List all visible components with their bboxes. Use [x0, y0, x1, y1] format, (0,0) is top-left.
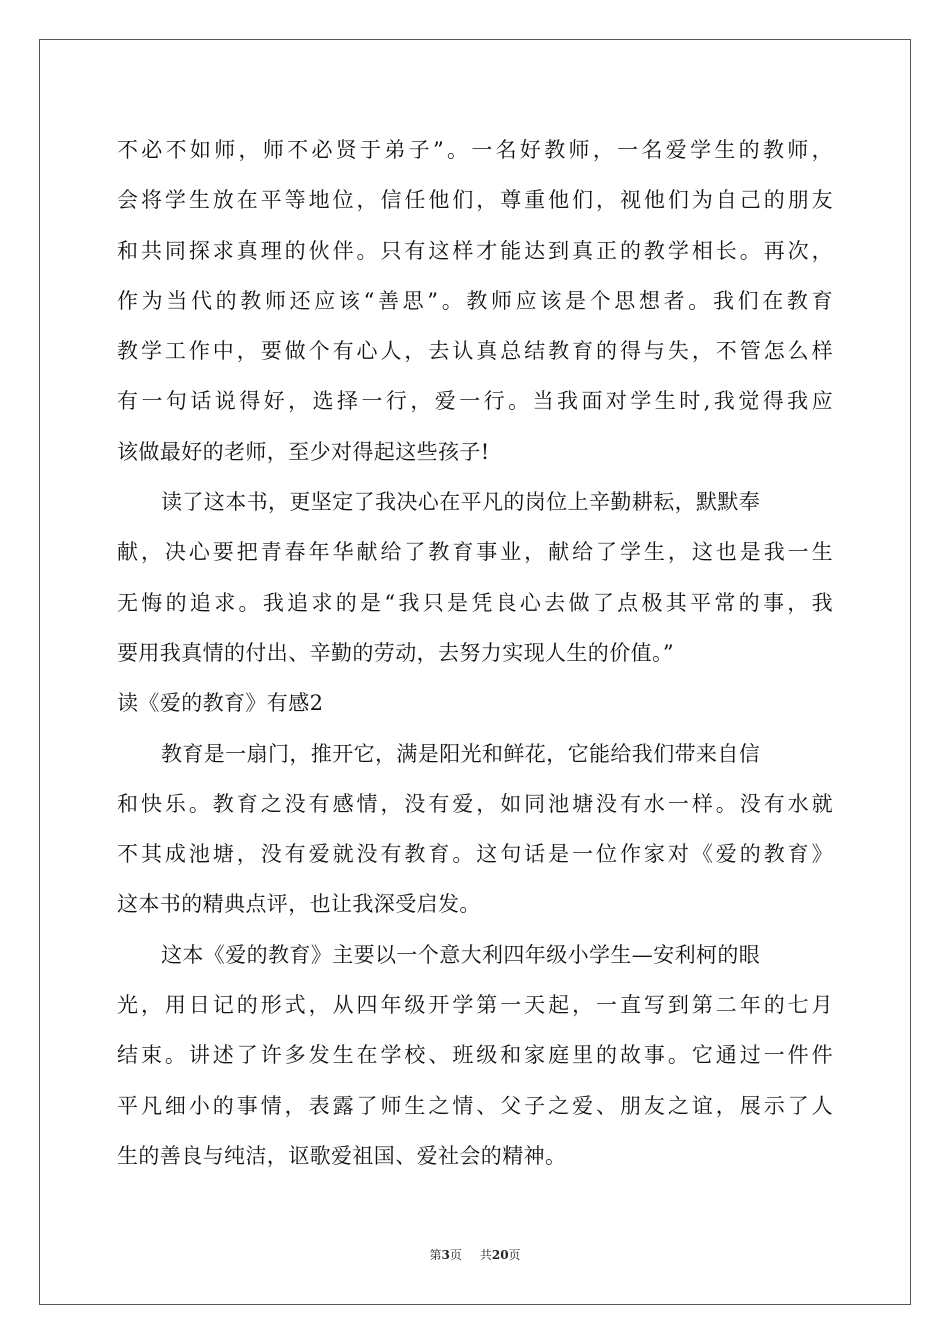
- text-line: 教育是一扇门，推开它，满是阳光和鲜花，它能给我们带来自信: [161, 741, 761, 766]
- text-line: 光，用日记的形式，从四年级开学第一天起，一直写到第二年的七月: [117, 993, 833, 1018]
- text-line: 不其成池塘，没有爱就没有教育。这句话是一位作家对《爱的教育》: [117, 842, 833, 867]
- text-line: 无悔的追求。我追求的是“我只是凭良心去做了点极其平常的事，我: [117, 590, 833, 615]
- text-line: 读了这本书，更坚定了我决心在平凡的岗位上辛勤耕耘，默默奉: [161, 490, 761, 515]
- text-line: 要用我真情的付出、辛勤的劳动，去努力实现人生的价值。”: [117, 640, 675, 665]
- text-line: 会将学生放在平等地位，信任他们，尊重他们，视他们为自己的朋友: [117, 188, 833, 213]
- text-line: 平凡细小的事情，表露了师生之情、父子之爱、朋友之谊，展示了人: [117, 1093, 833, 1118]
- section-heading: 读《爱的教育》有感2: [117, 691, 324, 716]
- text-line: 和快乐。教育之没有感情，没有爱，如同池塘没有水一样。没有水就: [117, 791, 833, 816]
- total-label-prefix: 共: [479, 1248, 492, 1262]
- text-line: 生的善良与纯洁，讴歌爱祖国、爱社会的精神。: [117, 1143, 567, 1168]
- text-line: 献，决心要把青春年华献给了教育事业，献给了学生，这也是我一生: [117, 540, 833, 565]
- page-footer: [0, 1246, 950, 1263]
- document-body: [117, 125, 833, 1181]
- total-label-suffix: 页: [508, 1248, 521, 1262]
- page-label-suffix: 页: [449, 1248, 462, 1262]
- text-line: 有一句话说得好，选择一行，爱一行。当我面对学生时,我觉得我应: [117, 389, 833, 414]
- total-page-count: 20: [491, 1248, 509, 1262]
- text-line: 这本《爱的教育》主要以一个意大利四年级小学生—安利柯的眼: [161, 942, 761, 967]
- text-line: 作为当代的教师还应该“善思”。教师应该是个思想者。我们在教育: [117, 288, 833, 313]
- text-line: 和共同探求真理的伙伴。只有这样才能达到真正的教学相长。再次，: [117, 238, 833, 263]
- page-label-prefix: 第: [429, 1248, 442, 1262]
- text-line: 该做最好的老师，至少对得起这些孩子!: [117, 439, 490, 464]
- text-line: 结束。讲述了许多发生在学校、班级和家庭里的故事。它通过一件件: [117, 1043, 833, 1068]
- current-page-number: 3: [441, 1248, 450, 1262]
- text-line: 教学工作中，要做个有心人，去认真总结教育的得与失，不管怎么样: [117, 339, 833, 364]
- text-line: 这本书的精典点评，也让我深受启发。: [117, 892, 481, 917]
- text-line: 不必不如师，师不必贤于弟子”。一名好教师，一名爱学生的教师，: [117, 138, 833, 162]
